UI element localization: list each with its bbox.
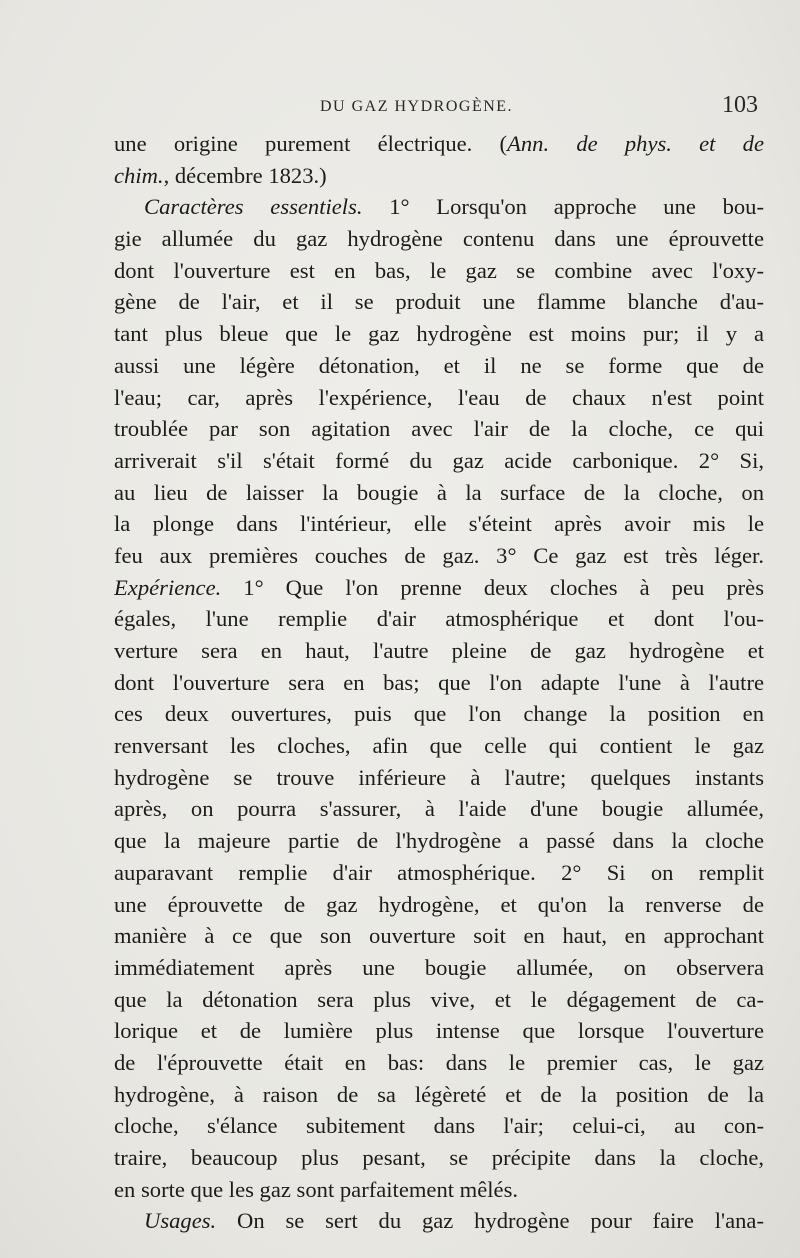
text-segment: au lieu de laisser la bougie à la surface de la cloche, on	[114, 479, 764, 505]
text-line	[114, 350, 764, 382]
text-segment: arriverait s'il s'était formé du gaz acide carbonique. 2° Si,	[114, 447, 764, 473]
text-line	[114, 889, 764, 921]
italic-text-segment: Expérience.	[114, 574, 222, 600]
text-segment: aussi une légère détonation, et il ne se forme que de	[114, 352, 764, 378]
text-line	[114, 508, 764, 540]
text-line	[114, 413, 764, 445]
text-segment: en sorte que les gaz sont parfaitement mêlés.	[114, 1176, 519, 1202]
text-segment: , décembre 1823.)	[163, 162, 327, 188]
text-segment: dont l'ouverture sera en bas; que l'on adapte l'une à l'autre	[114, 669, 764, 695]
text-segment: lorique et de lumière plus intense que lorsque l'ouverture	[114, 1018, 764, 1044]
text-segment: verture sera en haut, l'autre pleine de gaz hydrogène et	[114, 638, 764, 663]
text-segment: après, on pourra s'assurer, à l'aide d'une bougie allumée,	[114, 796, 764, 822]
text-segment: une origine purement électrique. (	[114, 131, 508, 156]
text-line	[114, 318, 764, 350]
text-line	[114, 952, 764, 984]
text-line	[114, 445, 764, 477]
text-segment: traire, beaucoup plus pesant, se précipite dans la cloche,	[114, 1145, 764, 1170]
text-segment: 1° Que l'on prenne deux cloches à peu près	[221, 574, 764, 600]
text-segment: que la majeure partie de l'hydrogène a passé dans la cloche	[114, 828, 764, 854]
text-segment: la plonge dans l'intérieur, elle s'éteint après avoir mis le	[114, 511, 764, 537]
text-segment: gène de l'air, et il se produit une flamme blanche d'au-	[114, 289, 764, 315]
text-segment: 1° Lorsqu'on approche une bou-	[362, 194, 764, 220]
page-number: 103	[722, 92, 758, 118]
text-line	[114, 160, 764, 192]
text-line	[114, 698, 764, 730]
text-segment: feu aux premières couches de gaz. 3° Ce gaz est très léger.	[114, 542, 764, 568]
text-line	[114, 635, 764, 667]
text-line	[114, 1142, 764, 1174]
text-line	[114, 477, 764, 509]
text-segment: auparavant remplie d'air atmosphérique. 2° Si on remplit	[114, 859, 764, 885]
text-line	[114, 793, 764, 825]
text-line	[114, 540, 764, 572]
text-segment: troublée par son agitation avec l'air de la cloche, ce qui	[114, 416, 764, 442]
text-segment: de l'éprouvette était en bas: dans le premier cas, le gaz	[114, 1049, 764, 1075]
text-line	[114, 1047, 764, 1079]
text-segment: manière à ce que son ouverture soit en haut, en approchant	[114, 923, 764, 949]
running-title: DU GAZ HYDROGÈNE.	[320, 98, 514, 115]
running-head	[0, 92, 800, 122]
text-segment: immédiatement après une bougie allumée, on observera	[114, 954, 764, 980]
text-line	[114, 286, 764, 318]
text-line	[114, 1079, 764, 1111]
italic-text-segment: Caractères essentiels.	[144, 194, 363, 220]
text-line	[114, 128, 764, 160]
text-line	[114, 1015, 764, 1047]
text-line	[114, 191, 764, 223]
text-segment: égales, l'une remplie d'air atmosphérique et dont l'ou-	[114, 606, 764, 632]
text-line	[114, 1110, 764, 1142]
text-line	[114, 667, 764, 699]
text-segment: hydrogène, à raison de sa légèreté et de la position de la	[114, 1081, 764, 1107]
text-segment: ces deux ouvertures, puis que l'on change la position en	[114, 701, 764, 727]
body-text	[114, 128, 764, 1237]
text-line	[114, 1205, 764, 1237]
text-line	[114, 825, 764, 857]
text-segment: renversant les cloches, afin que celle qui contient le gaz	[114, 733, 764, 759]
text-line	[114, 730, 764, 762]
text-line	[114, 382, 764, 414]
text-segment: que la détonation sera plus vive, et le dégagement de ca-	[114, 986, 764, 1012]
italic-text-segment: chim.	[114, 162, 164, 188]
italic-text-segment: Usages.	[144, 1208, 217, 1234]
text-line	[114, 920, 764, 952]
text-line	[114, 223, 764, 255]
text-line	[114, 255, 764, 287]
text-segment: cloche, s'élance subitement dans l'air; celui-ci, au con-	[114, 1113, 764, 1139]
text-segment: On se sert du gaz hydrogène pour faire l'ana-	[216, 1208, 764, 1234]
text-segment: gie allumée du gaz hydrogène contenu dans une éprouvette	[114, 226, 764, 252]
text-line	[114, 1174, 764, 1206]
text-segment: hydrogène se trouve inférieure à l'autre; quelques instants	[114, 764, 764, 790]
italic-text-segment: Ann. de phys. et de	[507, 131, 764, 156]
text-line	[114, 762, 764, 794]
text-line	[114, 984, 764, 1016]
text-segment: une éprouvette de gaz hydrogène, et qu'on la renverse de	[114, 891, 764, 917]
text-line	[114, 572, 764, 604]
text-segment: dont l'ouverture est en bas, le gaz se combine avec l'oxy-	[114, 257, 764, 283]
text-segment: l'eau; car, après l'expérience, l'eau de chaux n'est point	[114, 384, 764, 410]
text-line	[114, 603, 764, 635]
text-line	[114, 857, 764, 889]
text-segment: tant plus bleue que le gaz hydrogène est moins pur; il y a	[114, 321, 764, 347]
